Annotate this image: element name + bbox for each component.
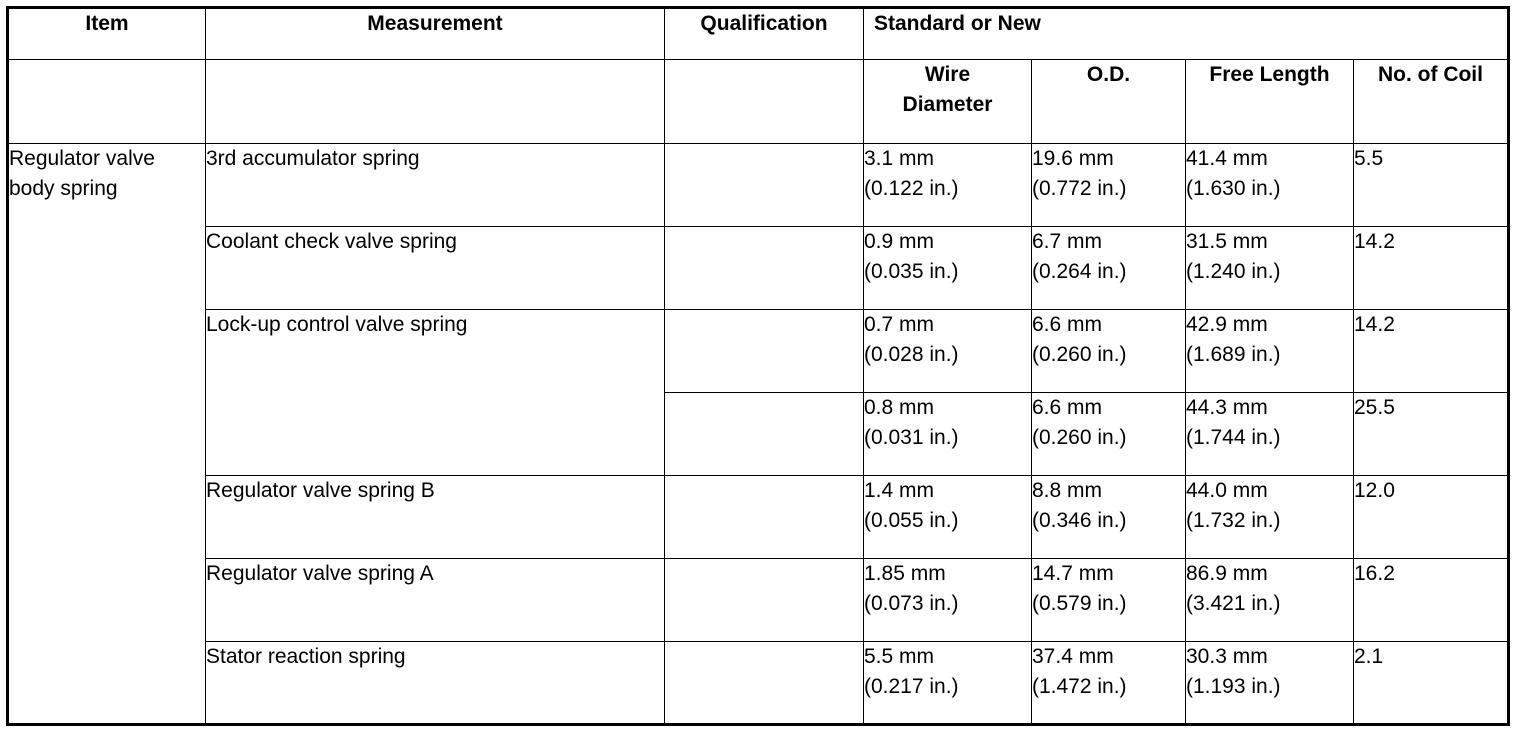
wire-diameter-cell [864,144,1032,227]
value-imperial: (0.260 in.) [1032,343,1127,366]
value-metric: 1.85 mm [864,562,946,585]
value-imperial: (0.122 in.) [864,177,959,200]
item-line: Regulator valve [9,147,155,170]
value-imperial: (0.579 in.) [1032,592,1127,615]
measurement-cell: Lock-up control valve spring [206,310,665,476]
value-imperial: (0.028 in.) [864,343,959,366]
measurement-cell: Coolant check valve spring [206,227,665,310]
value-metric: 37.4 mm [1032,645,1114,668]
value-imperial: (0.031 in.) [864,426,959,449]
qualification-cell [665,393,864,476]
value-imperial: (1.689 in.) [1186,343,1281,366]
od-cell [1032,144,1186,227]
value-metric: 0.7 mm [864,313,935,336]
free-length-cell [1186,393,1354,476]
value-metric: 86.9 mm [1186,562,1268,585]
header-wire-diameter-line: Diameter [902,93,993,116]
table-row [8,476,1509,559]
value-metric: 0.9 mm [864,230,935,253]
coils-cell: 5.5 [1354,144,1509,227]
value-imperial: (0.035 in.) [864,260,959,283]
table-row [8,227,1509,310]
value-imperial: (1.732 in.) [1186,509,1281,532]
qualification-cell [665,227,864,310]
header-item: Item [8,8,206,60]
free-length-cell [1186,310,1354,393]
value-imperial: (0.073 in.) [864,592,959,615]
value-metric: 5.5 mm [864,645,935,668]
value-metric: 0.8 mm [864,396,935,419]
value-imperial: (1.240 in.) [1186,260,1281,283]
value-metric: 42.9 mm [1186,313,1268,336]
value-metric: 6.6 mm [1032,313,1103,336]
table-row [8,642,1509,725]
free-length-cell [1186,476,1354,559]
empty-cell [206,60,665,144]
value-imperial: (1.193 in.) [1186,675,1281,698]
measurement-cell: 3rd accumulator spring [206,144,665,227]
value-metric: 31.5 mm [1186,230,1268,253]
value-imperial: (0.264 in.) [1032,260,1127,283]
value-metric: 19.6 mm [1032,147,1114,170]
table-row [8,310,1509,393]
value-imperial: (0.346 in.) [1032,509,1127,532]
spring-spec-table [6,6,1510,726]
header-qualification: Qualification [665,8,864,60]
value-metric: 30.3 mm [1186,645,1268,668]
value-metric: 6.7 mm [1032,230,1103,253]
value-imperial: (1.472 in.) [1032,675,1127,698]
subheader-row [8,60,1509,144]
qualification-cell [665,310,864,393]
value-imperial: (0.217 in.) [864,675,959,698]
table-row [8,559,1509,642]
od-cell [1032,559,1186,642]
qualification-cell [665,144,864,227]
empty-cell [665,60,864,144]
value-metric: 14.7 mm [1032,562,1114,585]
od-cell [1032,393,1186,476]
wire-diameter-cell [864,310,1032,393]
value-imperial: (0.260 in.) [1032,426,1127,449]
coils-cell: 2.1 [1354,642,1509,725]
od-cell [1032,476,1186,559]
value-imperial: (1.630 in.) [1186,177,1281,200]
empty-cell [8,60,206,144]
wire-diameter-cell [864,227,1032,310]
header-standard-or-new: Standard or New [864,8,1509,60]
header-wire-diameter-line: Wire [924,63,971,86]
coils-cell: 14.2 [1354,310,1509,393]
value-imperial: (1.744 in.) [1186,426,1281,449]
coils-cell: 25.5 [1354,393,1509,476]
value-imperial: (0.055 in.) [864,509,959,532]
value-metric: 1.4 mm [864,479,935,502]
od-cell [1032,642,1186,725]
value-imperial: (3.421 in.) [1186,592,1281,615]
wire-diameter-cell [864,559,1032,642]
value-imperial: (0.772 in.) [1032,177,1127,200]
value-metric: 44.3 mm [1186,396,1268,419]
value-metric: 6.6 mm [1032,396,1103,419]
value-metric: 44.0 mm [1186,479,1268,502]
free-length-cell [1186,642,1354,725]
value-metric: 41.4 mm [1186,147,1268,170]
value-metric: 3.1 mm [864,147,935,170]
od-cell [1032,310,1186,393]
measurement-cell: Stator reaction spring [206,642,665,725]
wire-diameter-cell [864,642,1032,725]
qualification-cell [665,642,864,725]
coils-cell: 12.0 [1354,476,1509,559]
free-length-cell [1186,559,1354,642]
qualification-cell [665,476,864,559]
header-od: O.D. [1032,60,1186,144]
header-no-of-coil: No. of Coil [1354,60,1509,144]
od-cell [1032,227,1186,310]
coils-cell: 16.2 [1354,559,1509,642]
value-metric: 8.8 mm [1032,479,1103,502]
wire-diameter-cell [864,476,1032,559]
table-row [8,144,1509,227]
qualification-cell [665,559,864,642]
free-length-cell [1186,144,1354,227]
free-length-cell [1186,227,1354,310]
header-row [8,8,1509,60]
header-measurement: Measurement [206,8,665,60]
item-line: body spring [9,177,118,200]
header-wire-diameter [864,60,1032,144]
measurement-cell: Regulator valve spring B [206,476,665,559]
item-cell [8,144,206,725]
coils-cell: 14.2 [1354,227,1509,310]
wire-diameter-cell [864,393,1032,476]
header-free-length: Free Length [1186,60,1354,144]
measurement-cell: Regulator valve spring A [206,559,665,642]
